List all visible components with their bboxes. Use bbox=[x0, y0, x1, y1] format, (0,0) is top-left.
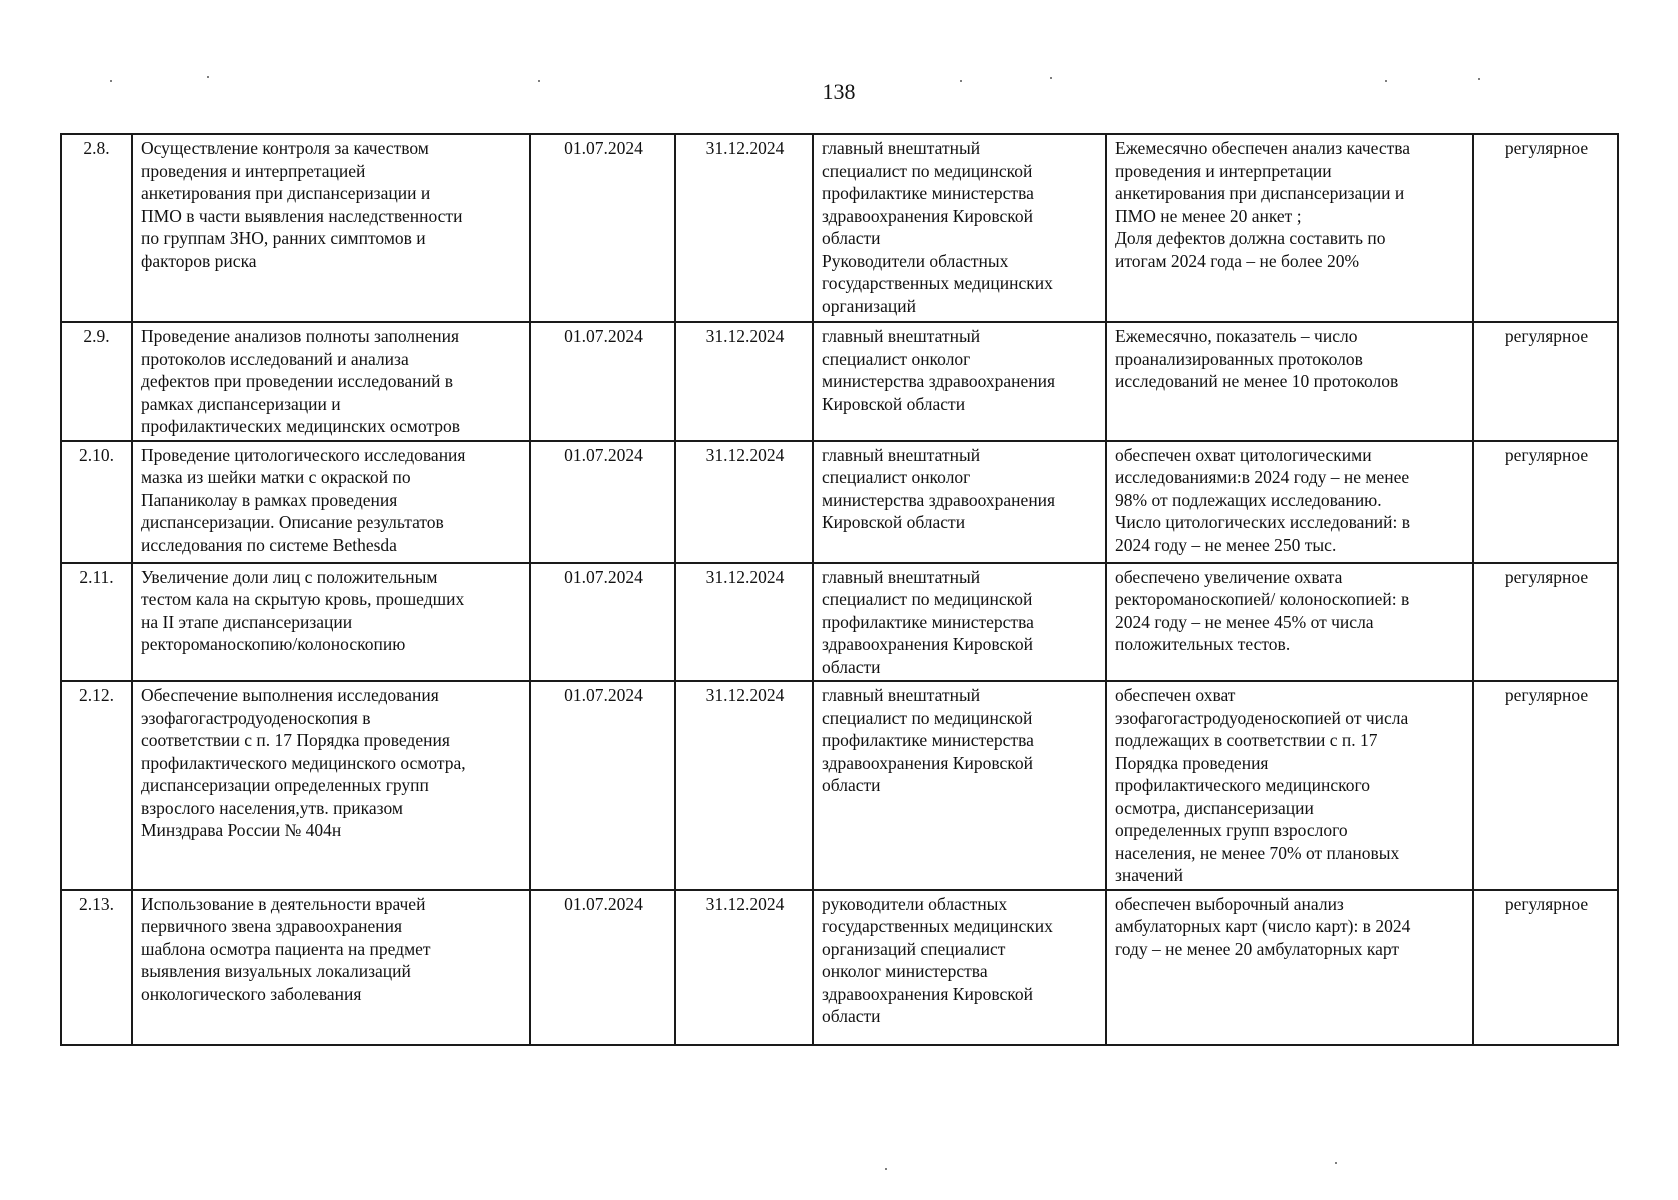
activity-cell: Использование в деятельности врачей первичного звена здравоохранения шаблона осмотра пациента на предмет выявления визуальных локализаций онкологического заболевания bbox=[132, 890, 530, 1045]
scan-speck bbox=[110, 80, 112, 82]
result-cell: обеспечено увеличение охвата ректороманоскопией/ колоноскопией: в 2024 году – не менее 45% от числа положительных тестов. bbox=[1106, 563, 1473, 682]
scan-speck bbox=[1385, 80, 1387, 82]
row-number: 2.12. bbox=[61, 681, 132, 890]
start-date-cell: 01.07.2024 bbox=[530, 890, 675, 1045]
row-number: 2.10. bbox=[61, 441, 132, 563]
scan-speck bbox=[1335, 1162, 1337, 1164]
page-number: 138 bbox=[822, 79, 856, 104]
result-cell: обеспечен охват цитологическими исследованиями:в 2024 году – не менее 98% от подлежащих исследованию. Число цитологических исследований: в 2024 году – не менее 250 тыс. bbox=[1106, 441, 1473, 563]
type-cell: регулярное bbox=[1473, 563, 1618, 682]
result-cell: обеспечен охват эзофагогастродуоденоскопией от числа подлежащих в соответствии с п. 17 Порядка проведения профилактического медицинского осмотра, диспансеризации определенных групп взрослого населения, не менее 70% от плановых значений bbox=[1106, 681, 1473, 890]
scan-speck bbox=[960, 80, 962, 82]
responsible-cell: руководители областных государственных медицинских организаций специалист онколог министерства здравоохранения Кировской области bbox=[813, 890, 1106, 1045]
end-date-cell: 31.12.2024 bbox=[675, 441, 813, 563]
scan-speck bbox=[538, 80, 540, 82]
type-cell: регулярное bbox=[1473, 441, 1618, 563]
responsible-cell: главный внештатный специалист онколог министерства здравоохранения Кировской области bbox=[813, 322, 1106, 441]
activity-cell: Увеличение доли лиц с положительным тестом кала на скрытую кровь, прошедших на II этапе диспансеризации ректороманоскопию/колоноскопию bbox=[132, 563, 530, 682]
table-row bbox=[61, 441, 1618, 563]
start-date-cell: 01.07.2024 bbox=[530, 134, 675, 322]
table-row bbox=[61, 134, 1618, 322]
responsible-cell: главный внештатный специалист онколог министерства здравоохранения Кировской области bbox=[813, 441, 1106, 563]
activity-cell: Осуществление контроля за качеством проведения и интерпретацией анкетирования при диспансеризации и ПМО в части выявления наследственности по группам ЗНО, ранних симптомов и факторов риска bbox=[132, 134, 530, 322]
result-cell: Ежемесячно, показатель – число проанализированных протоколов исследований не менее 10 протоколов bbox=[1106, 322, 1473, 441]
row-number: 2.13. bbox=[61, 890, 132, 1045]
row-number: 2.8. bbox=[61, 134, 132, 322]
start-date-cell: 01.07.2024 bbox=[530, 322, 675, 441]
start-date-cell: 01.07.2024 bbox=[530, 563, 675, 682]
end-date-cell: 31.12.2024 bbox=[675, 134, 813, 322]
result-cell: обеспечен выборочный анализ амбулаторных карт (число карт): в 2024 году – не менее 20 амбулаторных карт bbox=[1106, 890, 1473, 1045]
table-row bbox=[61, 890, 1618, 1045]
type-cell: регулярное bbox=[1473, 134, 1618, 322]
end-date-cell: 31.12.2024 bbox=[675, 322, 813, 441]
table-row bbox=[61, 322, 1618, 441]
type-cell: регулярное bbox=[1473, 681, 1618, 890]
row-number: 2.11. bbox=[61, 563, 132, 682]
scan-speck bbox=[885, 1168, 887, 1170]
scan-speck bbox=[207, 76, 209, 78]
end-date-cell: 31.12.2024 bbox=[675, 890, 813, 1045]
type-cell: регулярное bbox=[1473, 890, 1618, 1045]
table-row bbox=[61, 681, 1618, 890]
action-plan-table bbox=[60, 133, 1619, 1046]
start-date-cell: 01.07.2024 bbox=[530, 681, 675, 890]
responsible-cell: главный внештатный специалист по медицинской профилактике министерства здравоохранения Кировской области bbox=[813, 563, 1106, 682]
result-cell: Ежемесячно обеспечен анализ качества проведения и интерпретации анкетирования при диспансеризации и ПМО не менее 20 анкет ; Доля дефектов должна составить по итогам 2024 года – не более 20% bbox=[1106, 134, 1473, 322]
activity-cell: Обеспечение выполнения исследования эзофагогастродуоденоскопия в соответствии с п. 17 Порядка проведения профилактического медицинского осмотра, диспансеризации определенных групп взрослого населения,утв. приказом Минздрава России № 404н bbox=[132, 681, 530, 890]
start-date-cell: 01.07.2024 bbox=[530, 441, 675, 563]
row-number: 2.9. bbox=[61, 322, 132, 441]
type-cell: регулярное bbox=[1473, 322, 1618, 441]
end-date-cell: 31.12.2024 bbox=[675, 563, 813, 682]
responsible-cell: главный внештатный специалист по медицинской профилактике министерства здравоохранения Кировской области Руководители областных государственных медицинских организаций bbox=[813, 134, 1106, 322]
activity-cell: Проведение цитологического исследования мазка из шейки матки с окраской по Папаниколау в рамках проведения диспансеризации. Описание результатов исследования по системе Bethesda bbox=[132, 441, 530, 563]
activity-cell: Проведение анализов полноты заполнения протоколов исследований и анализа дефектов при проведении исследований в рамках диспансеризации и профилактических медицинских осмотров bbox=[132, 322, 530, 441]
responsible-cell: главный внештатный специалист по медицинской профилактике министерства здравоохранения Кировской области bbox=[813, 681, 1106, 890]
end-date-cell: 31.12.2024 bbox=[675, 681, 813, 890]
table-row bbox=[61, 563, 1618, 682]
scan-speck bbox=[1478, 78, 1480, 80]
scan-speck bbox=[1050, 77, 1052, 79]
